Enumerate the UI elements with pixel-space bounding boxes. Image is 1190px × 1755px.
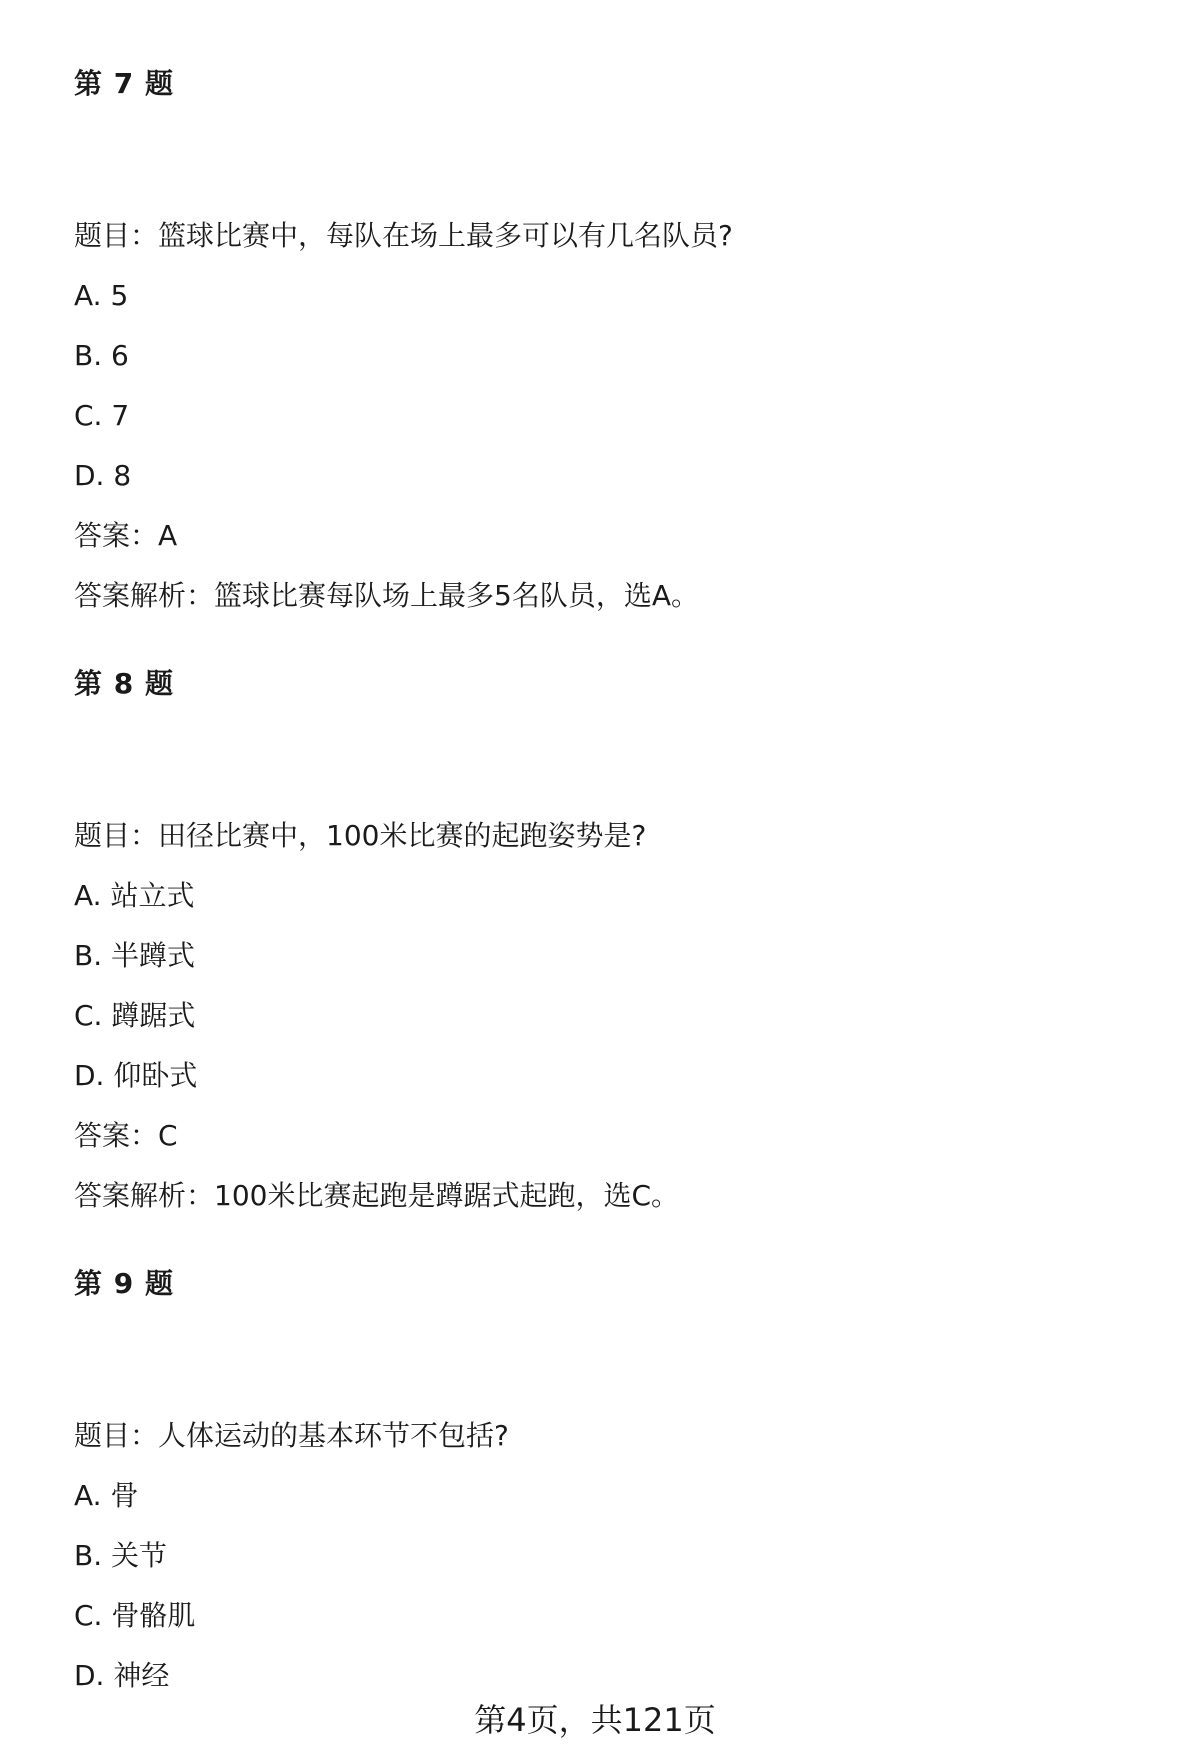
option-c: C. 蹲踞式 [74, 999, 196, 1032]
option-a: A. 站立式 [74, 879, 195, 912]
answer-analysis: 答案解析：100米比赛起跑是蹲踞式起跑，选C。 [74, 1179, 679, 1212]
question-heading: 第 8 题 [74, 667, 174, 700]
question-stem: 题目：篮球比赛中，每队在场上最多可以有几名队员? [74, 219, 733, 252]
option-d: D. 神经 [74, 1659, 170, 1692]
option-a: A. 骨 [74, 1479, 139, 1512]
page-number: 第4页，共121页 [474, 1701, 716, 1739]
question-heading: 第 7 题 [74, 67, 174, 100]
answer: 答案：C [74, 1119, 178, 1152]
option-a: A. 5 [74, 279, 129, 312]
question-stem: 题目：田径比赛中，100米比赛的起跑姿势是? [74, 819, 647, 852]
question-stem: 题目：人体运动的基本环节不包括? [74, 1419, 509, 1452]
option-d: D. 仰卧式 [74, 1059, 198, 1092]
answer: 答案：A [74, 519, 178, 552]
option-b: B. 6 [74, 339, 129, 372]
option-d: D. 8 [74, 459, 132, 492]
option-c: C. 7 [74, 399, 130, 432]
option-b: B. 半蹲式 [74, 939, 196, 972]
answer-analysis: 答案解析：篮球比赛每队场上最多5名队员，选A。 [74, 579, 699, 612]
option-c: C. 骨骼肌 [74, 1599, 196, 1632]
option-b: B. 关节 [74, 1539, 168, 1572]
question-heading: 第 9 题 [74, 1267, 174, 1300]
